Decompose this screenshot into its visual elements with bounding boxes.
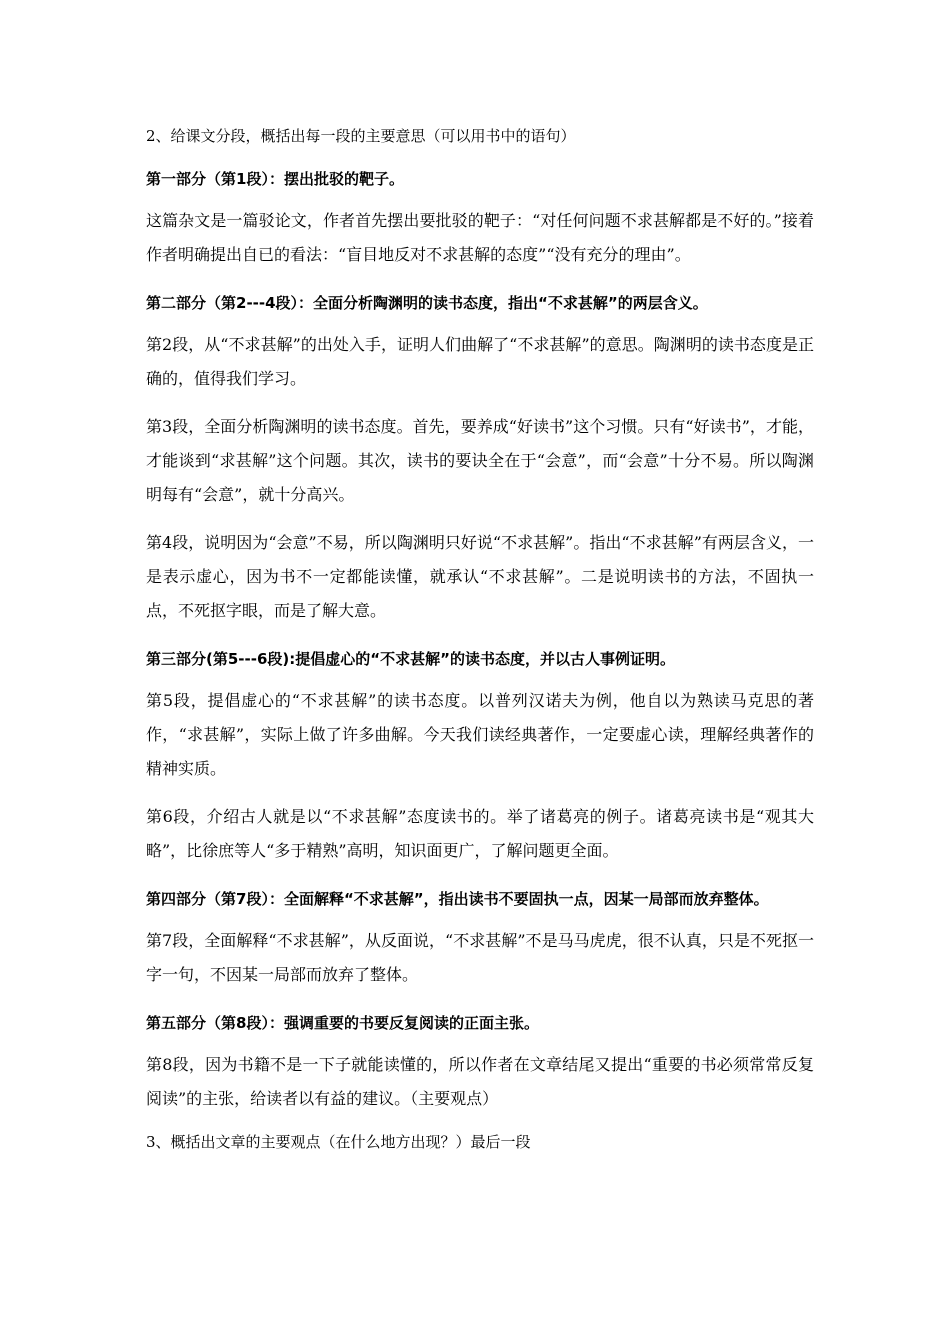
document-page xyxy=(146,124,814,1168)
paragraph-6: 第6段，介绍古人就是以“不求甚解”态度读书的。举了诸葛亮的例子。诸葛亮读书是“观其大略”，比徐庶等人“多于精熟”高明，知识面更广，了解问题更全面。 xyxy=(146,807,814,860)
paragraph-5: 第5段，提倡虚心的“不求甚解”的读书态度。以普列汉诺夫为例，他自以为熟读马克思的著作，“求甚解”，实际上做了许多曲解。今天我们读经典著作，一定要虚心读，理解经典著作的精神实质。 xyxy=(146,691,814,778)
paragraph-3: 第3段，全面分析陶渊明的读书态度。首先，要养成“好读书”这个习惯。只有“好读书”，才能，才能谈到“求甚解”这个问题。其次，读书的要诀全在于“会意”，而“会意”十分不易。所以陶渊明每有“会意”，就十分高兴。 xyxy=(146,417,814,504)
paragraph-7: 第7段，全面解释“不求甚解”，从反面说，“不求甚解”不是马马虎虎，很不认真，只是不死抠一字一句，不因某一局部而放弃了整体。 xyxy=(146,931,814,984)
question-2: 2、给课文分段，概括出每一段的主要意思（可以用书中的语句） xyxy=(146,127,576,145)
paragraph-8: 第8段，因为书籍不是一下子就能读懂的，所以作者在文章结尾又提出“重要的书必须常常反复阅读”的主张，给读者以有益的建议。（主要观点） xyxy=(146,1055,814,1108)
paragraph-4: 第4段，说明因为“会意”不易，所以陶渊明只好说“不求甚解”。指出“不求甚解”有两层含义，一是表示虚心，因为书不一定都能读懂，就承认“不求甚解”。二是说明读书的方法，不固执一点，不死抠字眼，而是了解大意。 xyxy=(146,533,814,620)
paragraph-1: 这篇杂文是一篇驳论文，作者首先摆出要批驳的靶子：“对任何问题不求甚解都是不好的。”接着作者明确提出自已的看法：“盲目地反对不求甚解的态度”“没有充分的理由”。 xyxy=(146,211,814,264)
section-heading-5: 第五部分（第8段）：强调重要的书要反复阅读的正面主张。 xyxy=(146,1014,539,1032)
question-3: 3、概括出文章的主要观点（在什么地方出现？）最后一段 xyxy=(146,1133,531,1151)
section-heading-1: 第一部分（第1段）：摆出批驳的靶子。 xyxy=(146,170,404,188)
section-heading-2: 第二部分（第2---4段）：全面分析陶渊明的读书态度，指出“不求甚解”的两层含义。 xyxy=(146,294,708,312)
section-heading-3: 第三部分(第5---6段):提倡虚心的“不求甚解”的读书态度，并以古人事例证明。 xyxy=(146,650,675,668)
section-heading-4: 第四部分（第7段）：全面解释“不求甚解”，指出读书不要固执一点，因某一局部而放弃整体。 xyxy=(146,890,769,908)
paragraph-2: 第2段，从“不求甚解”的出处入手，证明人们曲解了“不求甚解”的意思。陶渊明的读书态度是正确的，值得我们学习。 xyxy=(146,335,814,388)
